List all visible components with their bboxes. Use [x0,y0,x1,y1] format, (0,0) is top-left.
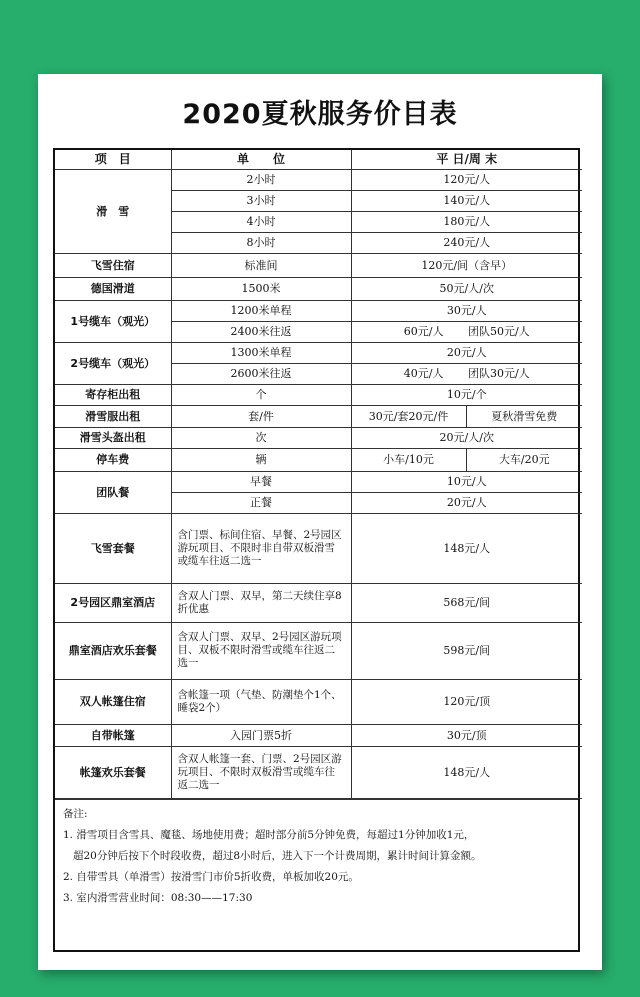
unit-cell: 2小时 [171,169,351,190]
unit-cell: 次 [171,427,351,448]
price-cell [351,321,582,342]
price-group: 团队30元/人 [467,367,530,380]
price-single: 40元/人 [403,367,444,380]
unit-cell: 4小时 [171,211,351,232]
unit-cell: 套/件 [171,405,351,427]
price-cell: 598元/间 [351,622,582,679]
price-table [55,150,582,799]
price-single: 60元/人 [403,325,444,338]
note-line: 2. 自带雪具（单滑雪）按滑雪门市价5折收费，单板加收20元。 [63,870,359,883]
table-row [55,300,582,321]
item-own-tent: 自带帐篷 [55,724,171,746]
item-dingshi-hotel: 2号园区鼎室酒店 [55,583,171,622]
price-cell: 夏秋滑雪免费 [466,405,582,427]
unit-cell: 早餐 [171,471,351,492]
price-cell: 148元/人 [351,513,582,583]
unit-cell: 标准间 [171,253,351,277]
price-cell: 20元/人 [351,342,582,363]
price-sheet [38,74,602,970]
desc-cell: 含门票、标间住宿、早餐、2号园区游玩项目、不限时非自带双板滑雪或缆车往返二选一 [171,513,351,583]
table-row [55,342,582,363]
price-cell: 小车/10元 [351,448,466,471]
price-table-frame [53,148,580,952]
desc-cell: 含双人门票、双早，第二天续住享8折优惠 [171,583,351,622]
unit-cell: 1300米单程 [171,342,351,363]
table-row [55,253,582,277]
price-cell: 120元/顶 [351,679,582,724]
price-cell: 148元/人 [351,746,582,798]
item-parking: 停车费 [55,448,171,471]
unit-cell: 正餐 [171,492,351,513]
item-dingshi-package: 鼎室酒店欢乐套餐 [55,622,171,679]
table-row [55,448,582,471]
unit-cell: 2400米往返 [171,321,351,342]
price-cell: 30元/套20元/件 [351,405,466,427]
header-price: 平 日/周 末 [351,150,582,169]
page-title: 2020夏秋服务价目表 [182,99,458,130]
table-row [55,583,582,622]
table-row [55,277,582,300]
price-cell: 50元/人/次 [351,277,582,300]
item-ski: 滑 雪 [55,169,171,253]
table-row [55,622,582,679]
item-cable1: 1号缆车（观光） [55,300,171,342]
price-cell: 120元/人 [351,169,582,190]
item-group-meal: 团队餐 [55,471,171,513]
item-feixue-package: 飞雪套餐 [55,513,171,583]
item-tent-package: 帐篷欢乐套餐 [55,746,171,798]
unit-cell: 1200米单程 [171,300,351,321]
price-cell: 20元/人 [351,492,582,513]
note-line: 超20分钟后按下个时段收费，超过8小时后，进入下一个计费周期，累计时间计算金额。 [73,849,482,862]
table-row [55,679,582,724]
price-cell: 140元/人 [351,190,582,211]
item-tent-lodging: 双人帐篷住宿 [55,679,171,724]
desc-cell: 含双人帐篷一套、门票、2号园区游玩项目、不限时双板滑雪或缆车往返二选一 [171,746,351,798]
unit-cell: 3小时 [171,190,351,211]
table-row [55,169,582,190]
header-unit: 单 位 [171,150,351,169]
unit-cell: 8小时 [171,232,351,253]
price-cell: 10元/个 [351,384,582,405]
unit-cell: 1500米 [171,277,351,300]
table-row [55,746,582,798]
price-group: 团队50元/人 [467,325,530,338]
table-row [55,427,582,448]
item-german-ski: 德国滑道 [55,277,171,300]
price-cell: 30元/顶 [351,724,582,746]
item-cable2: 2号缆车（观光） [55,342,171,384]
note-line: 3. 室内滑雪营业时间：08:30——17:30 [63,891,253,904]
price-cell: 30元/人 [351,300,582,321]
item-locker: 寄存柜出租 [55,384,171,405]
price-cell: 180元/人 [351,211,582,232]
notes-section [55,799,578,909]
price-cell: 120元/间（含早） [351,253,582,277]
price-cell: 20元/人/次 [351,427,582,448]
table-row [55,724,582,746]
unit-cell: 辆 [171,448,351,471]
table-row [55,384,582,405]
item-helmet: 滑雪头盔出租 [55,427,171,448]
table-header-row [55,150,582,169]
table-row [55,471,582,492]
price-cell: 240元/人 [351,232,582,253]
table-row [55,405,582,427]
unit-cell: 2600米往返 [171,363,351,384]
price-cell: 10元/人 [351,471,582,492]
item-feixue-lodging: 飞雪住宿 [55,253,171,277]
notes-heading: 备注: [63,807,88,820]
unit-cell: 个 [171,384,351,405]
header-item: 项 目 [55,150,171,169]
desc-cell: 含双人门票、双早、2号园区游玩项目、双板不限时滑雪或缆车往返二选一 [171,622,351,679]
unit-cell: 入园门票5折 [171,724,351,746]
price-cell: 大车/20元 [466,448,582,471]
desc-cell: 含帐篷一项（气垫、防潮垫个1个、睡袋2个） [171,679,351,724]
table-row [55,513,582,583]
note-line: 1. 滑雪项目含雪具、魔毯、场地使用费；超时部分前5分钟免费，每超过1分钟加收1元， [63,828,475,841]
price-cell [351,363,582,384]
item-ski-suit: 滑雪服出租 [55,405,171,427]
price-cell: 568元/间 [351,583,582,622]
